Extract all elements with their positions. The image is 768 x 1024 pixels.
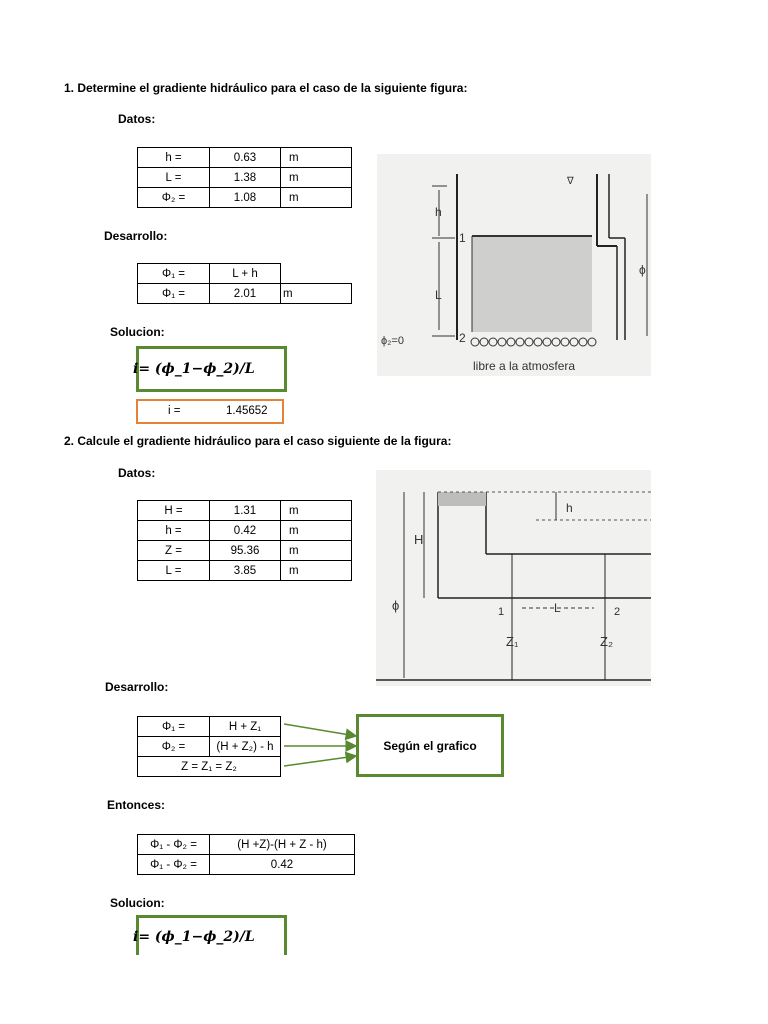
- cell-unit: m: [281, 501, 352, 521]
- label-h: h: [566, 501, 573, 515]
- table-row: [138, 855, 355, 875]
- table-row: [138, 501, 352, 521]
- figure-2-tanks: [376, 470, 651, 686]
- cell-var: Φ₁ - Φ₂ =: [138, 855, 210, 875]
- cell-var: L =: [138, 561, 210, 581]
- desarrollo-label-1: Desarrollo:: [104, 229, 168, 243]
- cell-var: H =: [138, 501, 210, 521]
- tanks-diagram: [376, 470, 651, 686]
- cell-var: Φ₁ =: [138, 264, 210, 284]
- label-Z2: Z₂: [600, 634, 613, 649]
- solucion-label-2: Solucion:: [110, 896, 165, 910]
- table-row: [138, 521, 352, 541]
- formula-text: i= (ϕ_1−ϕ_2)/L: [133, 928, 255, 945]
- figure-1-tank: [377, 154, 651, 376]
- table-row: [138, 737, 281, 757]
- cell-unit: m: [281, 561, 352, 581]
- cell-val: 1.08: [210, 188, 281, 208]
- cell-val: 3.85: [210, 561, 281, 581]
- label-h: h: [435, 205, 442, 219]
- cell-unit: m: [281, 541, 352, 561]
- question-2-title: 2. Calcule el gradiente hidráulico para el caso siguiente de la figura:: [64, 434, 452, 448]
- result-var: i =: [168, 405, 181, 417]
- cell-var: h =: [138, 521, 210, 541]
- cell-var: L =: [138, 168, 210, 188]
- cell-val: 0.63: [210, 148, 281, 168]
- cell-val: L + h: [210, 264, 281, 284]
- datos-label-2: Datos:: [118, 466, 156, 480]
- caption: libre a la atmosfera: [473, 359, 576, 373]
- table-row: [138, 188, 352, 208]
- cell-val: (H + Z₂) - h: [210, 737, 281, 757]
- cell-unit: m: [281, 521, 352, 541]
- formula-box-1: [133, 346, 287, 392]
- label-H: H: [414, 532, 424, 547]
- table-row: [138, 168, 352, 188]
- svg-text:∇: ∇: [567, 176, 574, 187]
- table-row: [138, 835, 355, 855]
- cell-val: 2.01: [210, 284, 281, 304]
- cell-val: 0.42: [210, 521, 281, 541]
- datos-table-1: [137, 147, 352, 208]
- desarrollo-table-2: [137, 716, 281, 777]
- cell-var: Φ₂ =: [138, 737, 210, 757]
- table-row: [138, 561, 352, 581]
- desarrollo-label-2: Desarrollo:: [105, 680, 169, 694]
- label-phi: ϕ: [639, 263, 646, 277]
- entonces-label: Entonces:: [107, 798, 166, 812]
- table-row: [138, 717, 281, 737]
- desarrollo-table-1: [137, 263, 352, 304]
- label-Z1: Z₁: [506, 634, 519, 649]
- table-row: [138, 264, 352, 284]
- cell-val: 1.31: [210, 501, 281, 521]
- result-box-1: [136, 399, 284, 424]
- label-2: 2: [614, 606, 621, 618]
- cell-unit: m: [281, 148, 352, 168]
- cell-unit: m: [281, 168, 352, 188]
- cell-val: H + Z₁: [210, 717, 281, 737]
- cell-var: Φ₂ =: [138, 188, 210, 208]
- cell-unit: m: [281, 188, 352, 208]
- label-phi: ϕ: [392, 598, 400, 613]
- table-row: [138, 148, 352, 168]
- datos-table-2: [137, 500, 352, 581]
- formula-text: i= (ϕ_1−ϕ_2)/L: [133, 361, 255, 377]
- label-2: 2: [459, 331, 466, 345]
- label-phi2: ϕ₂=0: [381, 335, 404, 347]
- formula-box-2: [133, 915, 287, 955]
- cell-val: 1.38: [210, 168, 281, 188]
- table-row: [138, 284, 352, 304]
- table-row: [138, 757, 281, 777]
- arrows: [284, 720, 364, 776]
- cell-var: Φ₁ =: [138, 284, 210, 304]
- label-1: 1: [459, 231, 466, 245]
- datos-label-1: Datos:: [118, 112, 156, 126]
- cell-empty: [281, 264, 352, 284]
- cell-var: Φ₁ - Φ₂ =: [138, 835, 210, 855]
- tank-diagram: [377, 154, 651, 376]
- cell-val: (H +Z)-(H + Z - h): [210, 835, 355, 855]
- note-box: Según el grafico: [356, 714, 504, 777]
- cell-full: Z = Z₁ = Z₂: [138, 757, 281, 777]
- table-row: [138, 541, 352, 561]
- solucion-label-1: Solucion:: [110, 325, 165, 339]
- cell-val: 0.42: [210, 855, 355, 875]
- label-L: L: [554, 601, 561, 615]
- cell-var: h =: [138, 148, 210, 168]
- cell-var: Φ₁ =: [138, 717, 210, 737]
- result-value: 1.45652: [226, 405, 268, 417]
- cell-val: 95.36: [210, 541, 281, 561]
- cell-var: Z =: [138, 541, 210, 561]
- label-1: 1: [498, 606, 505, 618]
- entonces-table: [137, 834, 355, 875]
- cell-unit: m: [281, 284, 352, 304]
- question-1-title: 1. Determine el gradiente hidráulico para el caso de la siguiente figura:: [64, 81, 468, 95]
- label-L: L: [435, 288, 442, 302]
